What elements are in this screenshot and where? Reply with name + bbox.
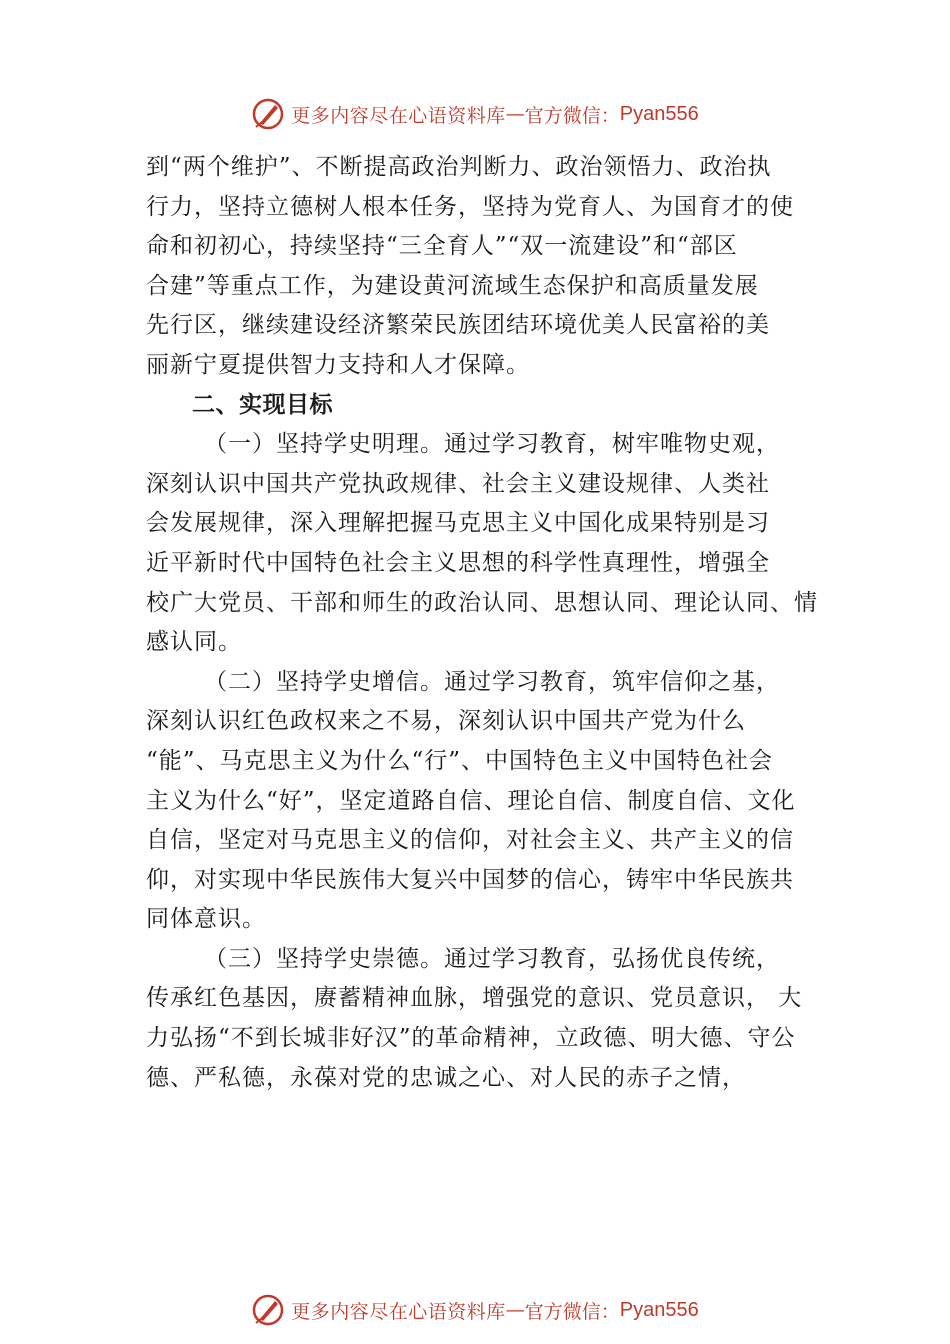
watermark-banner-top — [0, 94, 950, 134]
text-line: 感认同。 — [146, 629, 242, 656]
text-line: 深刻认识中国共产党执政规律、社会主义建设规律、人类社 — [146, 470, 770, 497]
text-line: 到“两个维护”、不断提高政治判断力、政治领悟力、政治执 — [146, 154, 772, 180]
text-line: “能”、马克思主义为什么“行”、中国特色主义中国特色社会 — [146, 747, 774, 774]
text-line: 合建”等重点工作，为建设黄河流域生态保护和高质量发展 — [146, 272, 759, 299]
text-line: 丽新宁夏提供智力支持和人才保障。 — [146, 351, 530, 378]
banner-dash: — — [505, 1299, 525, 1321]
text-line: 深刻认识红色政权来之不易，深刻认识中国共产党为什么 — [146, 708, 746, 735]
banner-suffix: 官方微信： — [524, 1300, 620, 1323]
text-line: 传承红色基因，赓蓄精神血脉，增强党的意识、党员意识， 大 — [146, 985, 803, 1012]
paragraph-start: （三）坚持学史崇德。通过学习教育，弘扬优良传统， — [204, 945, 780, 972]
banner-wechat-id: Pyan556 — [619, 1298, 699, 1321]
text-line: 近平新时代中国特色社会主义思想的科学性真理性，增强全 — [146, 549, 770, 576]
text-line: 德、严私德，永葆对党的忠诚之心、对人民的赤子之情， — [146, 1064, 746, 1091]
text-line: 仰，对实现中华民族伟大复兴中国梦的信心，铸牢中华民族共 — [146, 866, 794, 893]
section-heading: 二、实现目标 — [192, 391, 333, 418]
banner-brand: 更多内容尽在心语资料库 — [291, 1300, 506, 1323]
text-line: 主义为什么“好”，坚定道路自信、理论自信、制度自信、文化 — [146, 787, 796, 814]
document-body — [146, 148, 826, 1098]
banner-brand: 更多内容尽在心语资料库 — [291, 104, 506, 127]
watermark-banner-bottom — [0, 1290, 950, 1330]
paragraph-start: （二）坚持学史增信。通过学习教育，筑牢信仰之基， — [204, 668, 780, 695]
text-line: 校广大党员、干部和师生的政治认同、思想认同、理论认同、情 — [146, 589, 818, 616]
paragraph-start: （一）坚持学史明理。通过学习教育，树牢唯物史观， — [204, 431, 780, 458]
banner-dash: — — [505, 103, 525, 125]
text-line: 行力，坚持立德树人根本任务，坚持为党育人、为国育才的使 — [146, 193, 794, 220]
banner-suffix: 官方微信： — [524, 104, 620, 127]
text-line: 同体意识。 — [146, 906, 266, 933]
banner-wechat-id: Pyan556 — [619, 102, 699, 125]
text-line: 先行区，继续建设经济繁荣民族团结环境优美人民富裕的美 — [146, 312, 770, 339]
text-line: 命和初初心，持续坚持“三全育人”“双一流建设”和“部区 — [146, 233, 738, 260]
quill-logo-icon — [251, 97, 285, 131]
text-line: 自信，坚定对马克思主义的信仰，对社会主义、共产主义的信 — [146, 827, 794, 854]
text-line: 力弘扬“不到长城非好汉”的革命精神，立政德、明大德、守公 — [146, 1025, 796, 1052]
text-line: 会发展规律，深入理解把握马克思主义中国化成果特别是习 — [146, 510, 770, 537]
quill-logo-icon — [251, 1293, 285, 1327]
